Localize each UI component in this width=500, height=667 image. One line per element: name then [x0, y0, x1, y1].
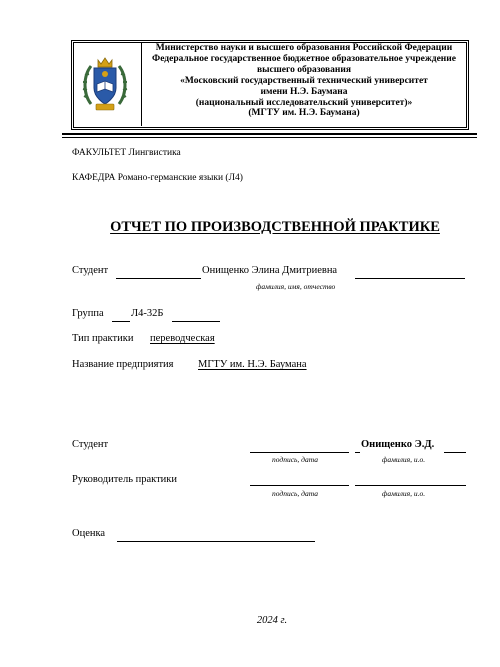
- department-line: [72, 173, 243, 183]
- student-name-line-tail: [444, 452, 466, 453]
- department-label: КАФЕДРА: [72, 173, 116, 183]
- faculty-label: ФАКУЛЬТЕТ: [72, 148, 127, 158]
- grade-label: Оценка: [72, 528, 106, 539]
- group-value[interactable]: Л4-32Б: [131, 308, 164, 319]
- student-signature-line[interactable]: [250, 452, 349, 453]
- header-rule-thin: [62, 137, 477, 138]
- group-label: Группа: [72, 308, 104, 319]
- student-sign-caption: подпись, дата: [272, 455, 318, 464]
- header-line-2: Федеральное государственное бюджетное образовательное учреждение: [152, 53, 456, 64]
- practice-type-value[interactable]: переводческая: [150, 333, 215, 344]
- student-name-caption: фамилия, и.о.: [382, 455, 426, 464]
- bmstu-emblem-icon: [81, 54, 129, 114]
- report-year: 2024 г.: [256, 615, 288, 626]
- department-value: Романо-германские языки (Л4): [117, 173, 243, 183]
- supervisor-name-caption: фамилия, и.о.: [382, 489, 426, 498]
- student-caption: фамилия, имя, отчество: [256, 282, 336, 291]
- group-fill-line-left: [112, 321, 130, 322]
- header-line-6: (национальный исследовательский университет)»: [195, 97, 413, 108]
- company-value[interactable]: МГТУ им. Н.Э. Баумана: [198, 359, 307, 370]
- student-signature-label: Студент: [72, 439, 109, 450]
- report-title: ОТЧЕТ ПО ПРОИЗВОДСТВЕННОЙ ПРАКТИКЕ: [110, 219, 440, 235]
- ministry-header: [143, 43, 465, 119]
- company-label: Название предприятия: [72, 359, 174, 370]
- faculty-value: Лингвистика: [128, 148, 181, 158]
- header-line-4: «Московский государственный технический университет: [180, 75, 428, 86]
- header-line-7: (МГТУ им. Н.Э. Баумана): [248, 108, 360, 119]
- faculty-line: [72, 148, 181, 158]
- supervisor-name-line[interactable]: [355, 485, 466, 486]
- header-rule-thick: [62, 133, 477, 135]
- student-fill-line-right: [355, 278, 465, 279]
- grade-line[interactable]: [117, 541, 315, 542]
- header-line-3: высшего образования: [257, 64, 351, 75]
- student-signature-name: Онищенко Э.Д.: [361, 439, 435, 450]
- header-line-1: Министерство науки и высшего образования Российской Федерации: [155, 43, 453, 53]
- student-name-line-lead: [355, 452, 360, 453]
- supervisor-signature-line[interactable]: [250, 485, 349, 486]
- practice-type-label: Тип практики: [72, 333, 134, 344]
- supervisor-label: Руководитель практики: [72, 474, 178, 485]
- supervisor-sign-caption: подпись, дата: [272, 489, 318, 498]
- group-fill-line-right: [172, 321, 220, 322]
- header-line-5: имени Н.Э. Баумана: [260, 86, 348, 97]
- student-fill-line-left: [116, 278, 201, 279]
- student-name[interactable]: Онищенко Элина Дмитриевна: [202, 265, 338, 276]
- student-label: Студент: [72, 265, 109, 276]
